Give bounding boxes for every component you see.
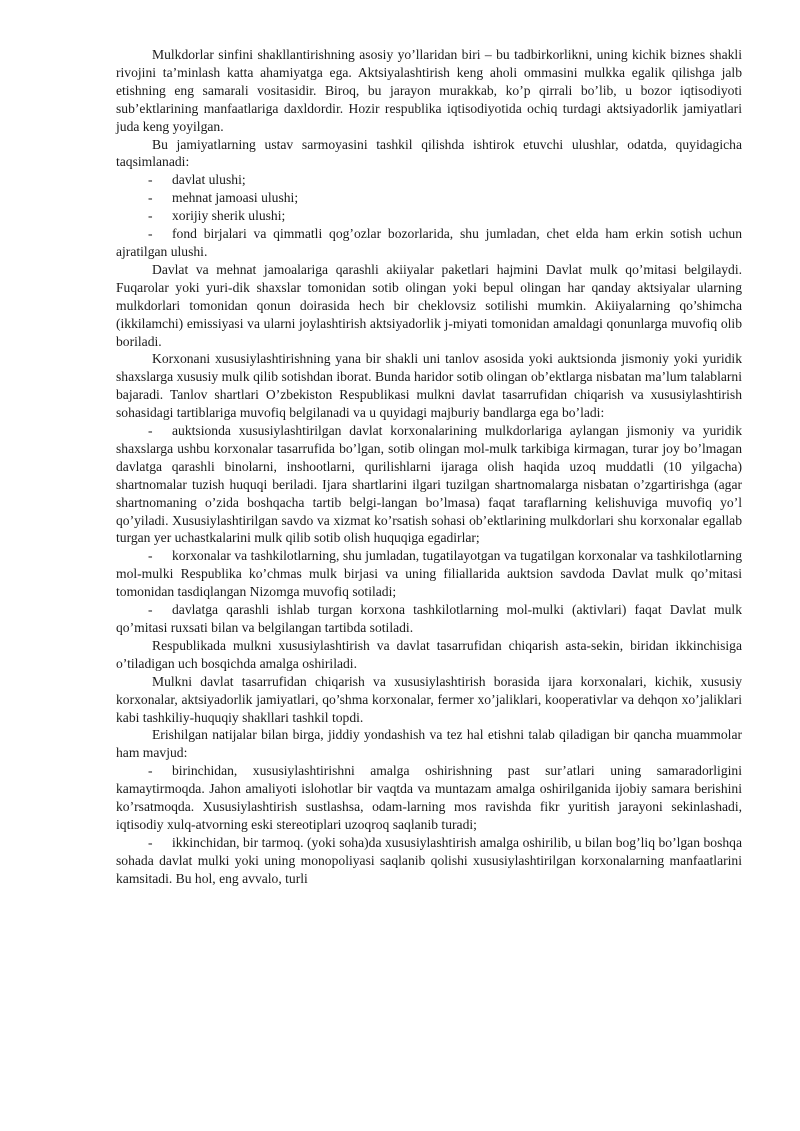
list-item-text: birinchidan, xususiylashtirishni amalga oshirishning past sur’atlari uning samaradorligini kamaytirmoqda. Jahon amaliyoti islohotlar bir vaqtda va muntazam amalga oshirilganida ijobiy samara berishini ko’rsatmoqda. Xususiylashtirish sustlashsa, odam-larning mos ravishda fikr yuritish jarayoni sekinlashadi, iqtisodiy xulq-atvorning eski stereotiplari uzoqroq saqlanib turadi; [116, 763, 742, 832]
list-item-text: xorijiy sherik ulushi; [172, 208, 286, 224]
list-item-text: auktsionda xususiylashtirilgan davlat korxonalarining mulkdorlariga aylangan jismoniy va yuridik shaxslarga ushbu korxonalar tasarrufida bo’lgan, sotib olingan mol-mulk tarkibiga kirmagan, turar joy bo’lmagan davlatga qarashli binolarni, inshootlarni, qurilishlarni ijaraga olish haqida uzoq muddatli (10 yilgacha) shartnomalar tuzish huquqi beriladi. Ijara shartlarini ilgari tuzilgan shartnomalarga nisbatan o’zgartirishga (agar shartnomaning o’zida boshqacha tartib belgi-langan bo’lmasa) faqat taraflarning kelishuviga muvofiq yo’l qo’yiladi. Xususiylashtirilgan savdo va xizmat ko’rsatish sohasi ob’ektlarining mulkdorlari shu korxonalar egallab turgan yer uchastkalarini mulk qilib sotib olish huquqiga egadirlar; [116, 423, 742, 546]
list-item-text: mehnat jamoasi ulushi; [172, 190, 299, 206]
list-dash: - [148, 602, 153, 618]
list-item [116, 601, 742, 637]
list-dash: - [148, 548, 153, 564]
paragraph: Korxonani xususiylashtirishning yana bir shakli uni tanlov asosida yoki auktsionda jismoniy yoki yuridik shaxslarga xususiy mulk qilib sotishdan iborat. Bunda haridor sotib olingan ob’ektlarga nisbatan ma’lum talablarni bajaradi. Tanlov shartlari O’zbekiston Respublikasi mulkni davlat tasarrufidan chiqarish va xususiylashtirish sohasidagi tartiblariga muvofiq belgilanadi va u quyidagi majburiy bandlarga ega bo’ladi: [116, 351, 742, 421]
list-item-text: davlatga qarashli ishlab turgan korxona tashkilotlarning mol-mulki (aktivlari) faqat Davlat mulk qo’mitasi ruxsati bilan va belgilangan tartibda sotiladi. [116, 602, 742, 635]
paragraph: Davlat va mehnat jamoalariga qarashli akiiyalar paketlari hajmini Davlat mulk qo’mitasi belgilaydi. Fuqarolar yoki yuri-dik shaxslar tomonidan sotib olingan yoki bepul olingan har qanday aktsiyalar ularning mulkdorlari tomonidan qonun doirasida hech bir cheklovsiz sotilishi mumkin. Akiiyalarning qo’shimcha (ikkilamchi) emissiyasi va ularni joylashtirish aktsiyadorlik j-miyati tomonidan amaldagi qonunlarga muvofiq olib boriladi. [116, 261, 742, 349]
list-item [116, 547, 742, 601]
list-item [116, 207, 742, 225]
list-item [116, 834, 742, 888]
paragraph: Mulkdorlar sinfini shakllantirishning asosiy yo’llaridan biri – bu tadbirkorlikni, uning kichik biznes shakli rivojini ta’minlash katta ahamiyatga ega. Aktsiyalashtirish keng aholi ommasini mulkka egalik qilishga jalb etishning eng samarali vositasidir. Biroq, bu jarayon murakkab, ko’p qirrali bo’lib, u bozor iqtisodiyoti sub’ektlarining manfaatlariga daxldordir. Hozir respublika iqtisodiyotida ochiq turdagi aktsiyadorlik jamiyatlari juda keng yoyilgan. [116, 47, 742, 134]
list-item-text: davlat ulushi; [172, 172, 246, 188]
list-item [116, 762, 742, 834]
list-dash: - [148, 226, 153, 242]
list-dash: - [148, 763, 153, 779]
list-item [116, 225, 742, 261]
list-item [116, 189, 742, 207]
paragraph: Erishilgan natijalar bilan birga, jiddiy yondashish va tez hal etishni talab qiladigan bir qancha muammolar ham mavjud: [116, 727, 742, 761]
paragraph: Bu jamiyatlarning ustav sarmoyasini tashkil qilishda ishtirok etuvchi ulushlar, odatda, quyidagicha taqsimlanadi: [116, 136, 742, 170]
list-item-text: korxonalar va tashkilotlarning, shu jumladan, tugatilayotgan va tugatilgan korxonalar va tashkilotlarning mol-mulki Respublika ko’chmas mulk birjasi va uning filiallarida auktsion savdoda Davlat mulk qo’mitasi tomonidan tasdiqlangan Nizomga muvofiq sotiladi; [116, 548, 742, 600]
list-item-text: ikkinchidan, bir tarmoq. (yoki soha)da xususiylashtirish amalga oshirilib, u bilan bog’liq bo’lgan boshqa sohada davlat mulki yoki uning monopoliyasi saqlanib qolishi xususiylashtirilgan korxonalarning manfaatlarini kamsitadi. Bu hol, eng avvalo, turli [116, 834, 742, 886]
list-dash: - [148, 423, 153, 439]
list-dash: - [148, 834, 153, 850]
paragraph: Mulkni davlat tasarrufidan chiqarish va xususiylashtirish borasida ijara korxonalari, kichik, xususiy korxonalar, aktsiyadorlik jamiyatlari, qo’shma korxonalar, fermer xo’jaliklari, kooperativlar va dehqon xo’jaliklari kabi tashkiliy-huquqiy shakllari tashkil topdi. [116, 673, 742, 725]
document-page [116, 46, 742, 888]
list-dash: - [148, 208, 153, 224]
list-dash: - [148, 190, 153, 206]
list-item [116, 171, 742, 189]
list-dash: - [148, 172, 153, 188]
paragraph: Respublikada mulkni xususiylashtirish va davlat tasarrufidan chiqarish asta-sekin, biridan ikkinchisiga o’tiladigan uch bosqichda amalga oshiriladi. [116, 637, 742, 671]
list-item [116, 422, 742, 547]
list-item-text: fond birjalari va qimmatli qog’ozlar bozorlarida, shu jumladan, chet elda ham erkin sotish uchun ajratilgan ulushi. [116, 226, 742, 259]
